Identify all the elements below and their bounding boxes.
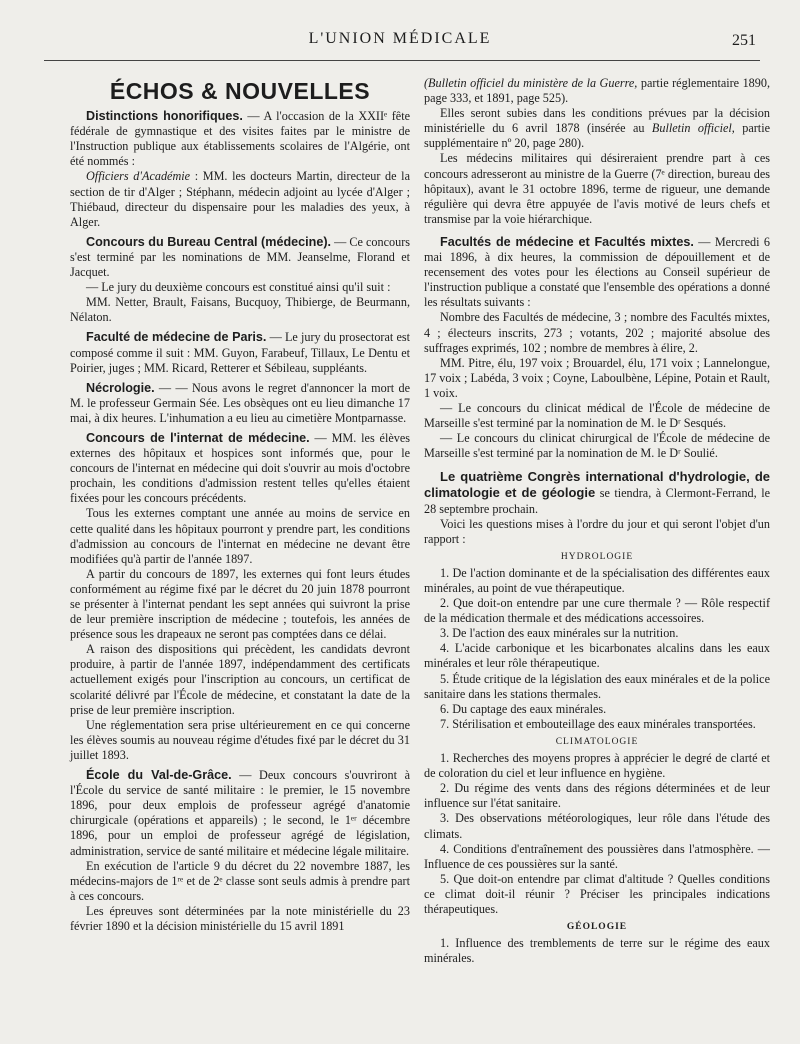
article-paragraph: Elles seront subies dans les conditions prévues par la décision ministérielle du 6 avril 1878 (insérée au Bulletin officiel, partie supplémentaire nº 20, page 280). [424, 106, 770, 151]
header-rule [44, 60, 760, 61]
geologie-list [424, 936, 770, 966]
question-item: 1. Influence des tremblements de terre sur le régime des eaux minérales. [424, 936, 770, 966]
question-item: 7. Stérilisation et embouteillage des eaux minérales transportées. [440, 716, 756, 731]
article-paragraph: MM. Pitre, élu, 197 voix ; Brouardel, élu, 171 voix ; Lannelongue, 17 voix ; Labéda, 3 voix ; Coyne, Laboulbène, Lépine, Potain et Rault, 1 voix. [424, 355, 770, 400]
page-number: 251 [732, 32, 756, 49]
article-paragraph: A raison des dispositions qui précèdent, les candidats devront produire, à partir de l'année 1897, indépendamment des certificats actuellement exigés pour l'inscription au concours, un certificat de scolarité délivré par l'École de médecine, et constatant la date de la prise de leur première inscription. [70, 642, 410, 717]
article-paragraph: Les médecins militaires qui désireraient prendre part à ces concours adresseront au ministre de la Guerre (7ᵉ direction, bureau des hôpitaux), avant le 31 octobre 1896, terme de rigueur, une demande régulière qui devra être appuyée de l'avis motivé de leurs chefs et transmise par la voie hiérarchique. [424, 151, 770, 226]
article-val-de-grace: École du Val-de-Grâce. — Deux concours s'ouvriront à l'École du service de santé militaire : le premier, le 15 novembre 1896, pour deux emplois de professeur agrégé d'anatomie chirurgicale (opérations et appareils) ; le second, le 1ᵉʳ décembre 1896, pour un emploi de professeur agrégé de législation, administration, service de santé militaire et médecine légale militaire. [70, 768, 410, 858]
question-item: 2. Que doit-on entendre par une cure thermale ? — Rôle respectif de la médication thermale et des médications accessoires. [424, 596, 770, 626]
article-paragraph: MM. Netter, Brault, Faisans, Bucquoy, Thibierge, de Beurmann, Nélaton. [70, 295, 410, 325]
running-head [0, 30, 800, 54]
article-paragraph: (Bulletin officiel du ministère de la Guerre, partie réglementaire 1890, page 333, et 1891, page 525). [424, 76, 771, 106]
question-item: 1. Recherches des moyens propres à apprécier le degré de clarté et de coloration du ciel et leur influence en hygiène. [424, 751, 770, 781]
subsection-hydrologie: HYDROLOGIE [560, 551, 634, 562]
article-paragraph: Officiers d'Académie : MM. les docteurs Martin, directeur de la section de tir d'Alger ; Stéphann, médecin adjoint au lycée d'Alger ; Thiébaud, directeur du dispensaire pour les maladies des yeux, à Alger. [70, 169, 410, 229]
hydrologie-list [424, 566, 770, 732]
article-facultes-mixtes: Facultés de médecine et Facultés mixtes. — Mercredi 6 mai 1896, à dix heures, la commission de dépouillement et de recensement des votes pour les élections au Conseil supérieur de l'instruction publique a constaté que l'ensemble des opérations a donné les résultats suivants : [424, 234, 770, 310]
journal-title: L'UNION MÉDICALE [308, 30, 492, 47]
article-paragraph: Tous les externes comptant une année au moins de service en cette qualité dans les hôpitaux pourront y prendre part, les conditions d'admission au concours de l'internat en médecine ne devant être modifiées qu'à partir de l'année 1897. [70, 506, 410, 566]
subsection-geologie: GÉOLOGIE [566, 922, 628, 933]
question-item: 2. Du régime des vents dans des régions déterminées et de leur influence sur l'état sanitaire. [424, 781, 770, 811]
question-item: 5. Que doit-on entendre par climat d'altitude ? Quelles conditions ce climat doit-il réunir ? Préciser les principales indications thérapeutiques. [424, 871, 770, 916]
subsection-climatologie: CLIMATOLOGIE [555, 736, 639, 747]
left-column [70, 76, 410, 934]
question-item: 3. De l'action des eaux minérales sur la nutrition. [440, 626, 679, 641]
article-paragraph: A partir du concours de 1897, les externes qui font leurs études conformément au régime fixé par le décret du 20 juin 1878 pourront se présenter à l'internat pendant les sept années qui suivront la prise de leur première inscription de médecine ; toutefois, les années de présence sous les drapeaux ne seront pas comptées dans ce délai. [70, 566, 410, 642]
question-item: 6. Du captage des eaux minérales. [440, 701, 607, 716]
article-paragraph: — Le concours du clinicat chirurgical de l'École de médecine de Marseille s'est terminé par la nomination de M. le Dʳ Soulié. [424, 431, 770, 461]
section-title: ÉCHOS & NOUVELLES [109, 78, 371, 104]
article-internat: Concours de l'internat de médecine. — MM. les élèves externes des hôpitaux et hospices sont informés que, pour le concours de l'internat en médecine qui doit s'ouvrir au mois d'octobre prochain, les conditions d'admission restent telles qu'elles étaient fixées pour les concours précédents. [70, 430, 410, 506]
question-item: 4. L'acide carbonique et les bicarbonates alcalins dans les eaux minérales et leur rôle thérapeutique. [424, 641, 770, 671]
question-item: 4. Conditions d'entraînement des poussières dans l'atmosphère. — Influence de ces poussières sur la santé. [424, 841, 770, 871]
article-distinctions: Distinctions honorifiques. — A l'occasion de la XXIIᵉ fête fédérale de gymnastique et des visites faites par le ministre de l'Instruction publique aux établissements scolaires de l'Algérie, ont été nommés : [70, 109, 410, 169]
right-column [424, 76, 770, 966]
article-paragraph: Une réglementation sera prise ultérieurement en ce qui concerne les élèves soumis au nouveau régime d'études fixé par le décret du 31 juillet 1893. [70, 717, 410, 762]
question-item: 1. De l'action dominante et de la spécialisation des différentes eaux minérales, au point de vue thérapeutique. [424, 565, 770, 595]
question-item: 3. Des observations météorologiques, leur rôle dans l'étude des climats. [424, 811, 770, 841]
article-faculte-paris: Faculté de médecine de Paris. — Le jury du prosectorat est composé comme il suit : MM. Guyon, Farabeuf, Tillaux, Le Dentu et Poirier, juges ; MM. Ricard, Retterer et Sébileau, suppléants. [70, 330, 410, 375]
article-paragraph: — Le jury du deuxième concours est constitué ainsi qu'il suit : [86, 280, 391, 295]
climatologie-list [424, 751, 770, 917]
article-congres-hydrologie: Le quatrième Congrès international d'hydrologie, de climatologie et de géologie se tiendra, à Clermont-Ferrand, le 28 septembre prochain. [424, 469, 770, 516]
article-paragraph: Voici les questions mises à l'ordre du jour et qui seront l'objet d'un rapport : [424, 516, 770, 546]
question-item: 5. Étude critique de la législation des eaux minérales et de la police sanitaire dans les stations thermales. [424, 671, 770, 701]
article-paragraph: En exécution de l'article 9 du décret du 22 novembre 1887, les médecins-majors de 1ʳᵉ et de 2ᵉ classe sont seuls admis à prendre part à ces concours. [70, 858, 410, 903]
article-paragraph: Les épreuves sont déterminées par la note ministérielle du 23 février 1890 et la décision ministérielle du 15 avril 1891 [70, 903, 410, 933]
article-paragraph: Nombre des Facultés de médecine, 3 ; nombre des Facultés mixtes, 4 ; électeurs inscrits, 273 ; votants, 202 ; majorité absolue des suffrages exprimés, 102 ; nombre de membres à élire, 2. [424, 310, 770, 355]
article-paragraph: — Le concours du clinicat médical de l'École de médecine de Marseille s'est terminé par la nomination de M. le Dʳ Sesqués. [424, 400, 770, 431]
article-necrologie: Nécrologie. — — Nous avons le regret d'annoncer la mort de M. le professeur Germain Sée. Les obsèques ont eu lieu dimanche 17 mai, à dix heures. L'inhumation a eu lieu au cimetière Montparnasse. [70, 380, 410, 425]
article-bureau-central: Concours du Bureau Central (médecine). — Ce concours s'est terminé par les nominations de MM. Jeanselme, Florand et Jacquet. [70, 234, 410, 280]
